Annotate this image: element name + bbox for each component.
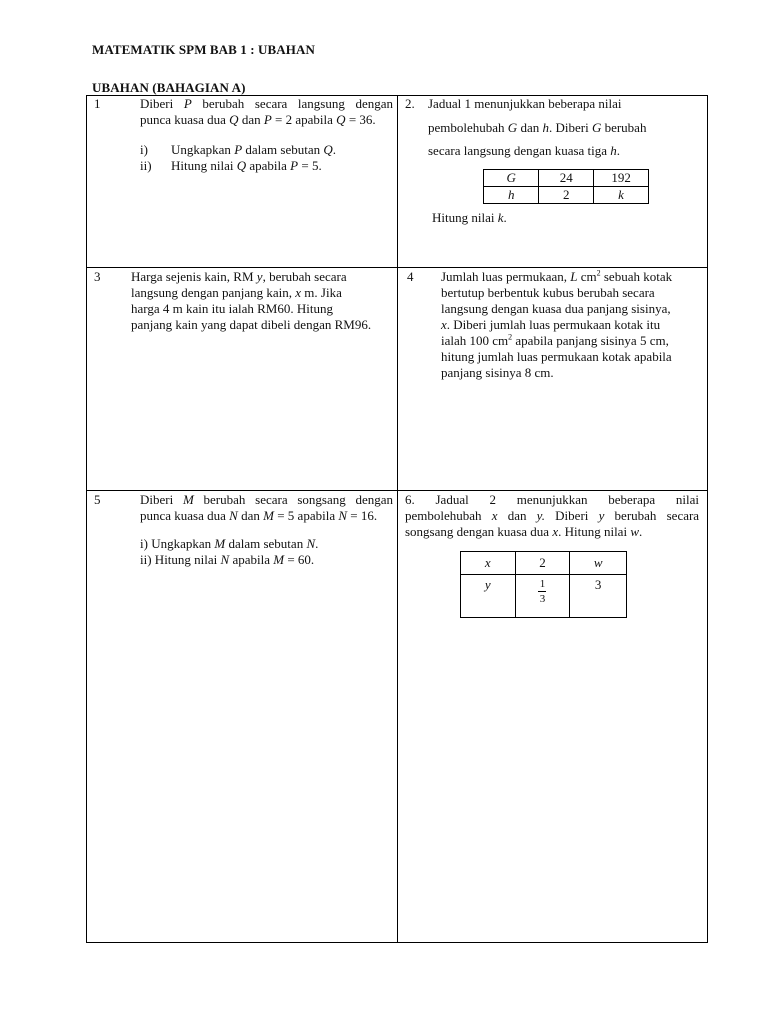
question-text: 6. Jadual 2 menunjukkan beberapa nilai [405, 492, 700, 507]
row-divider [87, 267, 707, 268]
table-cell: 24 [539, 170, 594, 187]
question-text: secara langsung dengan kuasa tiga h. [428, 143, 621, 158]
fraction: $\frac{1}{3}$ [539, 578, 546, 605]
table-cell: h [484, 187, 539, 204]
question-text: pembolehubah x dan y. Diberi y berubah secara [405, 508, 700, 523]
question-text: Jumlah luas permukaan, L $cm^2$ sebuah kotak [441, 268, 673, 284]
subpart-text: Ungkapkan P dalam sebutan Q. [171, 142, 337, 157]
question-text: punca kuasa dua N dan M = 5 apabila N = 16. [140, 508, 378, 523]
section-title: UBAHAN (BAHAGIAN A) [92, 80, 246, 95]
question-text: punca kuasa dua Q dan P = 2 apabila Q = 36. [140, 112, 376, 127]
subpart-text: i) Ungkapkan M dalam sebutan N. [140, 536, 319, 551]
table-1 [483, 169, 649, 204]
table-cell: 2 [515, 552, 570, 575]
question-text: panjang kain yang dapat dibeli dengan RM96. [131, 317, 372, 332]
question-text: Hitung nilai k. [432, 210, 507, 225]
subpart-label: ii) [140, 158, 152, 173]
question-text: Jadual 1 menunjukkan beberapa nilai [428, 96, 622, 111]
question-text: harga 4 m kain itu ialah RM60. Hitung [131, 301, 333, 316]
question-text: panjang sisinya 8 cm. [441, 365, 554, 380]
table-cell: 3 [570, 575, 627, 618]
question-grid [86, 95, 708, 943]
question-text: x. Diberi jumlah luas permukaan kotak itu [441, 317, 661, 332]
document-title: MATEMATIK SPM BAB 1 : UBAHAN [92, 42, 315, 57]
question-number: 4 [407, 269, 414, 284]
question-text: bertutup berbentuk kubus berubah secara [441, 285, 655, 300]
row-divider [87, 490, 707, 491]
table-cell [515, 575, 570, 618]
table-cell: w [570, 552, 627, 575]
table-cell: x [461, 552, 516, 575]
question-text: langsung dengan kuasa dua panjang sisinya, [441, 301, 671, 316]
question-text: ialah 100 $cm^2$ apabila panjang sisinya 5 cm, [441, 332, 669, 348]
table-cell: k [594, 187, 649, 204]
question-number: 3 [94, 269, 101, 284]
subpart-text: Hitung nilai Q apabila P = 5. [171, 158, 322, 173]
question-text: hitung jumlah luas permukaan kotak apabila [441, 349, 672, 364]
table-cell: y [461, 575, 516, 618]
subpart-label: i) [140, 142, 148, 157]
question-number: 2. [405, 96, 415, 111]
table-2 [460, 551, 627, 618]
table-cell: 2 [539, 187, 594, 204]
table-cell: 192 [594, 170, 649, 187]
question-text: langsung dengan panjang kain, x m. Jika [131, 285, 342, 300]
question-number: 5 [94, 492, 101, 507]
subpart-text: ii) Hitung nilai N apabila M = 60. [140, 552, 315, 567]
question-text: Harga sejenis kain, RM y, berubah secara [131, 269, 347, 284]
table-cell: G [484, 170, 539, 187]
question-text: Diberi M berubah secara songsang dengan [140, 492, 393, 507]
question-text: pembolehubah G dan h. Diberi G berubah [428, 120, 647, 135]
question-text: songsang dengan kuasa dua x. Hitung nilai w. [405, 524, 643, 539]
question-text: Diberi P berubah secara langsung dengan [140, 96, 394, 111]
question-number: 1 [94, 96, 101, 111]
